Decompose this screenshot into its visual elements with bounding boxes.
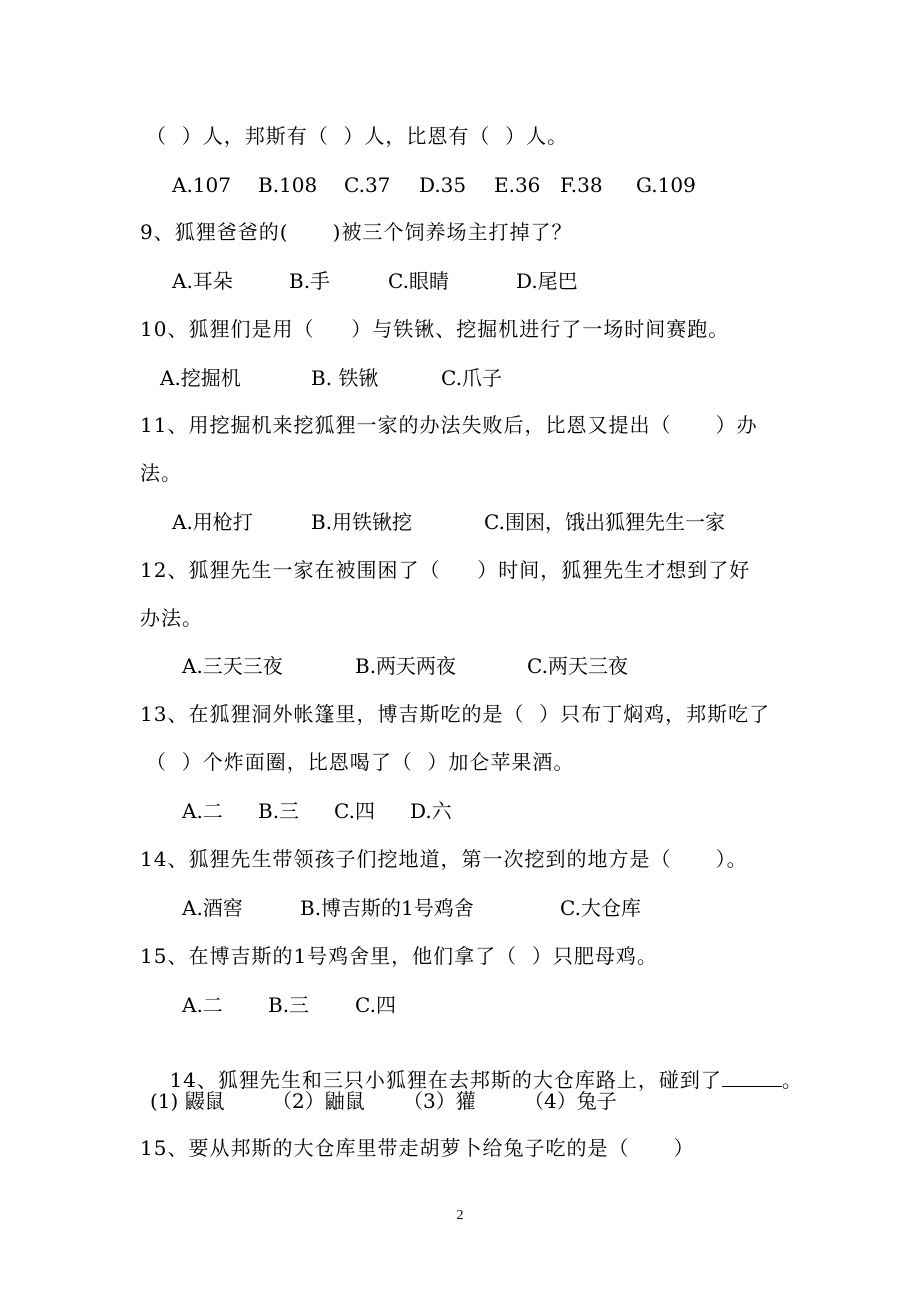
option-8-d: D.35 [419,173,467,197]
option-14-a: A.酒窖 [182,896,243,920]
question-9: 9、狐狸爸爸的( )被三个饲养场主打掉了？ [140,220,573,244]
question-14: 14、狐狸先生带领孩子们挖地道，第一次挖到的地方是（ ）。 [140,847,748,871]
option-10-a: A.挖掘机 [160,366,241,390]
option-13-b: B.三 [258,799,300,823]
question-8-continued: （ ）人，邦斯有（ ）人，比恩有（ ）人。 [146,124,569,148]
option-14b-2: （2）鼬鼠 [272,1089,365,1113]
option-8-b: B.108 [258,173,318,197]
option-8-g: G.109 [636,173,696,197]
option-14-c: C.大仓库 [560,896,641,920]
question-14-second-end: 。 [781,1068,803,1092]
option-11-b: B.用铁锹挖 [311,510,413,534]
option-11-c: C.围困，饿出狐狸先生一家 [484,510,725,534]
question-13-line-2: （ ）个炸面圈，比恩喝了（ ）加仑苹果酒。 [146,750,575,774]
question-10: 10、狐狸们是用（ ）与铁锹、挖掘机进行了一场时间赛跑。 [140,317,730,341]
question-11-line-1: 11、用挖掘机来挖狐狸一家的办法失败后，比恩又提出（ ）办 [140,413,758,437]
option-8-c: C.37 [344,173,391,197]
option-13-a: A.二 [182,799,223,823]
question-15-second: 15、要从邦斯的大仓库里带走胡萝卜给兔子吃的是（ ） [140,1136,695,1160]
option-8-a: A.107 [172,173,231,197]
option-8-e: E.36 [494,173,541,197]
option-8-f: F.38 [560,173,603,197]
option-14-b: B.博吉斯的1号鸡舍 [300,896,474,920]
page-number: 2 [456,1208,464,1223]
question-11-line-2: 法。 [140,461,182,485]
option-15-c: C.四 [355,993,396,1017]
option-9-b: B.手 [289,269,331,293]
option-14b-4: （4）兔子 [524,1089,617,1113]
option-9-c: C.眼睛 [388,269,449,293]
option-13-d: D.六 [410,799,452,823]
answer-blank[interactable] [722,1066,782,1087]
option-15-b: B.三 [268,993,310,1017]
option-9-d: D.尾巴 [516,269,578,293]
option-15-a: A.二 [182,993,223,1017]
question-15: 15、在博吉斯的1号鸡舍里，他们拿了（ ）只肥母鸡。 [140,944,658,968]
option-14b-3: （3）獾 [403,1089,476,1113]
option-12-c: C.两天三夜 [527,654,628,678]
option-13-c: C.四 [334,799,375,823]
option-12-b: B.两天两夜 [355,654,457,678]
option-10-c: C.爪子 [441,366,502,390]
option-10-b: B. 铁锹 [311,366,379,390]
question-12-line-1: 12、狐狸先生一家在被围困了（ ）时间，狐狸先生才想到了好 [140,558,751,582]
option-14b-1: (1) 鼹鼠 [150,1089,225,1113]
question-13-line-1: 13、在狐狸洞外帐篷里，博吉斯吃的是（ ）只布丁焖鸡，邦斯吃了 [140,702,771,726]
question-14-second-text: 14、狐狸先生和三只小狐狸在去邦斯的大仓库路上，碰到了 [169,1068,722,1092]
option-11-a: A.用枪打 [172,510,253,534]
question-12-line-2: 办法。 [140,606,203,630]
option-9-a: A.耳朵 [172,269,233,293]
option-12-a: A.三天三夜 [182,654,283,678]
